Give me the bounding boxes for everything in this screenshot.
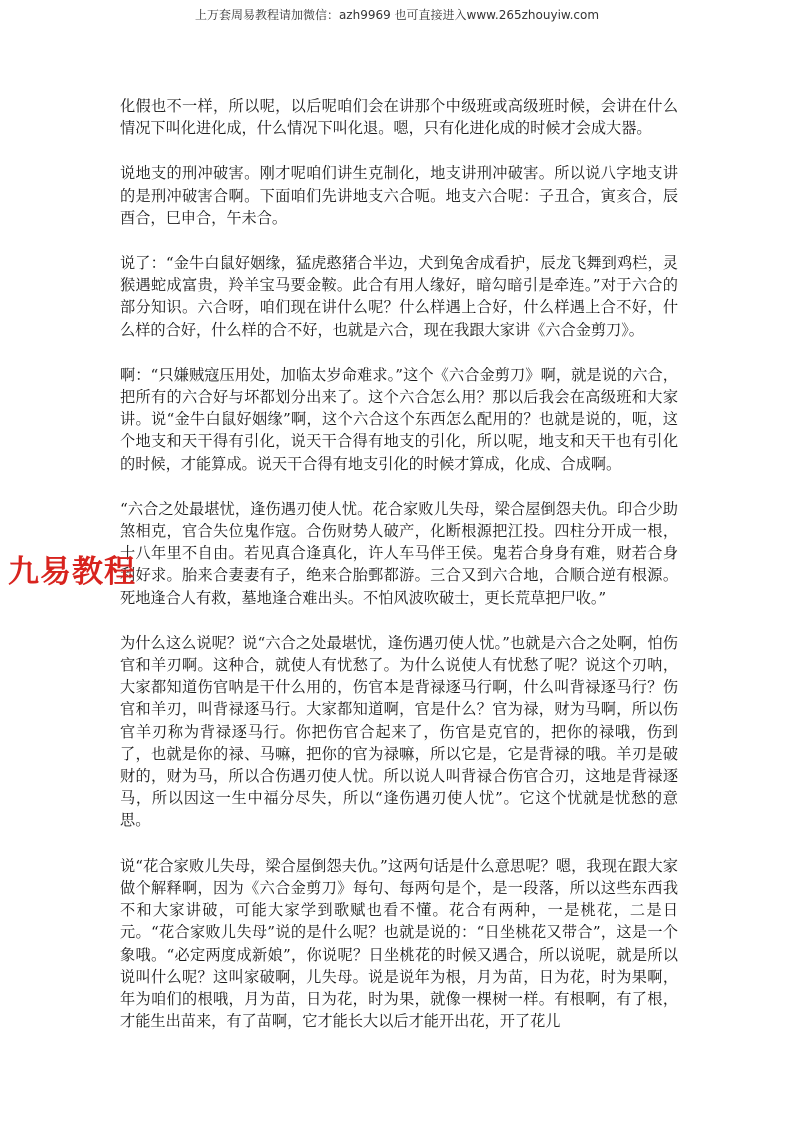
paragraph: 说了：“金牛白鼠好姻缘，猛虎憨猪合半边，犬到兔舍成看护，辰龙飞舞到鸡栏，灵猴遇蛇成富贵，羚羊宝马要金鞍。此合有用人缘好，暗勾暗引是牵连。”对于六合的部分知识。六合呀，咱们现在讲什么呢？什么样遇上合好，什么样遇上合不好，什么样的合好，什么样的合不好，也就是六合，现在我跟大家讲《六合金剪刀》。	[120, 254, 678, 339]
paragraph: 为什么这么说呢？说“六合之处最堪忧，逢伤遇刃使人忧。”也就是六合之处啊，怕伤官和羊刃啊。这种合，就使人有忧愁了。为什么说使人有忧愁了呢？说这个刃呐，大家都知道伤官呐是干什么用的，伤官本是背禄逐马行啊，什么叫背禄逐马行？伤官和羊刃，叫背禄逐马行。大家都知道啊，官是什么？官为禄，财为马啊，所以伤官羊刃称为背禄逐马行。你把伤官合起来了，伤官是克官的，把你的禄哦，伤到了，也就是你的禄、马嘛，把你的官为禄嘛，所以它是，它是背禄的哦。羊刃是破财的，财为马，所以合伤遇刃使人忧。所以说人叫背禄合伤官合刃，这地是背禄逐马，所以因这一生中福分尽失，所以“逢伤遇刃使人忧”。它这个忧就是忧愁的意思。	[120, 633, 678, 830]
watermark-logo: 九易教程	[8, 554, 136, 590]
document-body	[120, 95, 678, 1055]
paragraph: 说地支的刑冲破害。刚才呢咱们讲生克制化，地支讲刑冲破害。所以说八字地支讲的是刑冲破害合啊。下面咱们先讲地支六合呃。地支六合呢：子丑合，寅亥合，辰酉合，巳申合，午未合。	[120, 164, 678, 227]
paragraph: 啊：“只嫌贼寇压用处，加临太岁命难求。”这个《六合金剪刀》啊，就是说的六合，把所有的六合好与坏都划分出来了。这个六合怎么用？那以后我会在高级班和大家讲。说“金牛白鼠好姻缘”啊，这个六合这个东西怎么配用的？也就是说的，呃，这个地支和天干得有引化，说天干合得有地支的引化，所以呢，地支和天干也有引化的时候，才能算成。说天干合得有地支引化的时候才算成，化成、合成啊。	[120, 365, 678, 473]
paragraph: “六合之处最堪忧，逢伤遇刃使人忧。花合家败儿失母，梁合屋倒怨夫仇。印合少助煞相克，官合失位鬼作寇。合伤财势人破产，化断根源把江投。四柱分开成一根，十八年里不自由。若见真合逢真化，许人车马伴王侯。鬼若合身身有难，财若合身利好求。胎来合妻妻有子，绝来合胎鄄都游。三合又到六合地，合顺合逆有根源。死地逢合人有救，墓地逢合难出头。不怕风波吹破士，更长荒草把尸收。”	[120, 499, 678, 607]
page-header-banner: 上万套周易教程请加微信：azh9969 也可直接进入www.265zhouyiw.com	[194, 8, 600, 22]
paragraph: 说“花合家败儿失母，梁合屋倒怨夫仇。”这两句话是什么意思呢？嗯，我现在跟大家做个解释啊，因为《六合金剪刀》每句、每两句是个，是一段落，所以这些东西我不和大家讲破，可能大家学到歌赋也看不懂。花合有两种，一是桃花，二是日元。“花合家败儿失母”说的是什么呢？也就是说的：“日坐桃花又带合”，这是一个象哦。“必定两度成新娘”，你说呢？日坐桃花的时候又遇合，所以说呢，就是所以说叫什么呢？这叫家破啊，儿失母。说是说年为根，月为苗，日为花，时为果啊，年为咱们的根哦，月为苗，日为花，时为果，就像一棵树一样。有根啊，有了根，才能生出苗来，有了苗啊，它才能长大以后才能开出花，开了花儿	[120, 856, 678, 1031]
paragraph: 化假也不一样，所以呢，以后呢咱们会在讲那个中级班或高级班时候，会讲在什么情况下叫化进化成，什么情况下叫化退。嗯，只有化进化成的时候才会成大器。	[120, 97, 678, 138]
